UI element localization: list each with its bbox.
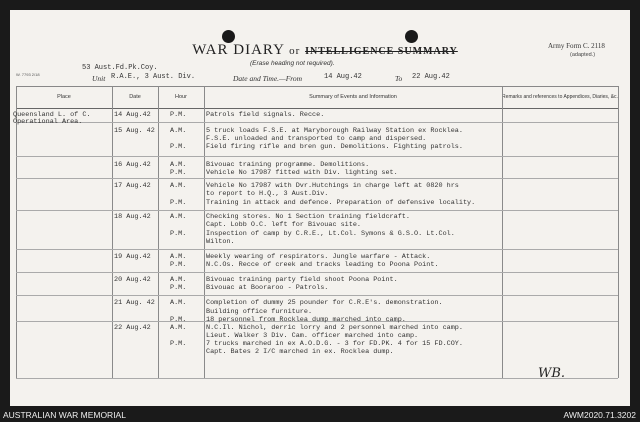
entry-date: 21 Aug. 42 xyxy=(114,299,155,307)
entry-hour: P.M. xyxy=(170,169,187,177)
entry-date: 14 Aug.42 xyxy=(114,111,151,119)
entry-date: 16 Aug.42 xyxy=(114,161,151,169)
row-rule xyxy=(16,272,618,273)
entry-place: Queensland L. of C. xyxy=(13,111,91,119)
row-rule xyxy=(16,210,618,211)
entry-text: Training in attack and defence. Preparation of defensive locality. xyxy=(206,199,476,207)
unit-line-1: 53 Aust.Fd.Pk.Coy. xyxy=(82,64,158,72)
entry-text: N.C.Il. Nichol, derric lorry and 2 personnel marched into camp. xyxy=(206,324,463,332)
row-rule xyxy=(16,178,618,179)
army-form-sub: (adapted.) xyxy=(570,52,596,58)
entry-date: 15 Aug. 42 xyxy=(114,127,155,135)
entry-text: F.S.E. unloaded and transported to camp and dispersed. xyxy=(206,135,427,143)
column-rule xyxy=(112,86,113,378)
entry-hour: A.M. xyxy=(170,324,187,332)
entry-text: Checking stores. No 1 Section training fieldcraft. xyxy=(206,213,410,221)
entry-text: Bivouac at Booraroo - Patrols. xyxy=(206,284,329,292)
entry-place: Operational Area. xyxy=(13,118,83,126)
entry-text: Weekly wearing of respirators. Jungle warfare - Attack. xyxy=(206,253,431,261)
entry-text: Field firing rifle and bren gun. Demolitions. Fighting patrols. xyxy=(206,143,463,151)
col-header-summary: Summary of Events and Information xyxy=(309,94,397,100)
entry-text: Capt. Bates 2 I/C marched in ex. Rocklea dump. xyxy=(206,348,394,356)
entry-date: 20 Aug.42 xyxy=(114,276,151,284)
col-header-remarks: Remarks and references to Appendices, Diaries, &c. xyxy=(502,94,618,100)
entry-text: N.C.Os. Recce of creek and tracks leading to Poona Point. xyxy=(206,261,439,269)
entry-text: Inspection of camp by C.R.E., Lt.Col. Symons & G.S.O. Lt.Col. xyxy=(206,230,455,238)
column-rule xyxy=(16,86,17,378)
entry-hour: P.M. xyxy=(170,143,187,151)
header-rule xyxy=(16,108,618,109)
title-or: or xyxy=(289,45,301,57)
entry-text: Lieut. Walker 3 Div. Cam. officer marched into camp. xyxy=(206,332,419,340)
row-rule xyxy=(16,156,618,157)
entry-text: Patrols field signals. Recce. xyxy=(206,111,325,119)
footer-institution: AUSTRALIAN WAR MEMORIAL xyxy=(3,410,126,420)
entry-hour: A.M. xyxy=(170,161,187,169)
entry-text: Wilton. xyxy=(206,238,235,246)
entry-text: Completion of dummy 25 pounder for C.R.E's. demonstration. xyxy=(206,299,443,307)
signature: WB. xyxy=(538,366,566,381)
date-from: 14 Aug.42 xyxy=(324,73,362,81)
entry-text: 7 trucks marched in ex A.O.D.G. - 3 for FD.PK. 4 for 15 FD.COY. xyxy=(206,340,463,348)
entry-hour: A.M. xyxy=(170,253,187,261)
entry-hour: A.M. xyxy=(170,213,187,221)
entry-hour: P.M. xyxy=(170,340,187,348)
column-rule xyxy=(158,86,159,378)
entry-hour: A.M. xyxy=(170,299,187,307)
entry-hour: A.M. xyxy=(170,276,187,284)
row-rule xyxy=(16,249,618,250)
entry-hour: A.M. xyxy=(170,182,187,190)
entry-text: Bivouac training programme. Demolitions. xyxy=(206,161,370,169)
entry-text: 5 truck loads F.S.E. at Maryborough Railway Station ex Rocklea. xyxy=(206,127,463,135)
entry-hour: P.M. xyxy=(170,230,187,238)
entry-text: Vehicle No 17987 with Dvr.Hutchings in charge left at 0820 hrs xyxy=(206,182,459,190)
army-form-number: Army Form C. 2118 xyxy=(548,42,605,50)
title-war-diary: WAR DIARY xyxy=(192,42,285,58)
entry-date: 17 Aug.42 xyxy=(114,182,151,190)
col-header-place: Place xyxy=(57,94,71,100)
row-rule xyxy=(16,122,618,123)
entry-hour: P.M. xyxy=(170,111,187,119)
title-struck: INTELLIGENCE SUMMARY xyxy=(305,46,458,57)
entry-text: Building office furniture. xyxy=(206,308,313,316)
col-header-hour: Hour xyxy=(175,94,187,100)
entry-date: 18 Aug.42 xyxy=(114,213,151,221)
entry-text: 18 personnel from Rocklea dump marched into camp. xyxy=(206,316,406,324)
title-sub: (Erase heading not required). xyxy=(250,60,335,67)
entry-text: to report to H.Q., 3 Aust.Div. xyxy=(206,190,329,198)
row-rule xyxy=(16,295,618,296)
column-rule xyxy=(204,86,205,378)
entry-hour: P.M. xyxy=(170,261,187,269)
column-rule xyxy=(618,86,619,378)
row-rule xyxy=(16,378,618,379)
to-label: To xyxy=(395,74,403,83)
col-header-date: Date xyxy=(129,94,141,100)
entry-text: Vehicle No 17987 fitted with Div. lighting set. xyxy=(206,169,398,177)
entry-text: Bivouac training party field shoot Poona Point. xyxy=(206,276,398,284)
form-print-code: W. 7793 2/18 xyxy=(16,72,40,77)
entry-date: 19 Aug.42 xyxy=(114,253,151,261)
entry-hour: P.M. xyxy=(170,316,187,324)
footer-catalogue-id: AWM2020.71.3202 xyxy=(563,410,636,420)
date-time-label: Date and Time.—From xyxy=(233,74,303,83)
entry-text: Capt. Lobb O.C. left for Bivouac site. xyxy=(206,221,361,229)
date-to: 22 Aug.42 xyxy=(412,73,450,81)
entry-hour: P.M. xyxy=(170,284,187,292)
entry-date: 22 Aug.42 xyxy=(114,324,151,332)
entry-hour: A.M. xyxy=(170,127,187,135)
unit-label: Unit xyxy=(92,74,106,83)
column-rule xyxy=(502,86,503,378)
unit-line-2: R.A.E., 3 Aust. Div. xyxy=(111,73,196,81)
form-title xyxy=(170,42,480,59)
entry-hour: P.M. xyxy=(170,199,187,207)
